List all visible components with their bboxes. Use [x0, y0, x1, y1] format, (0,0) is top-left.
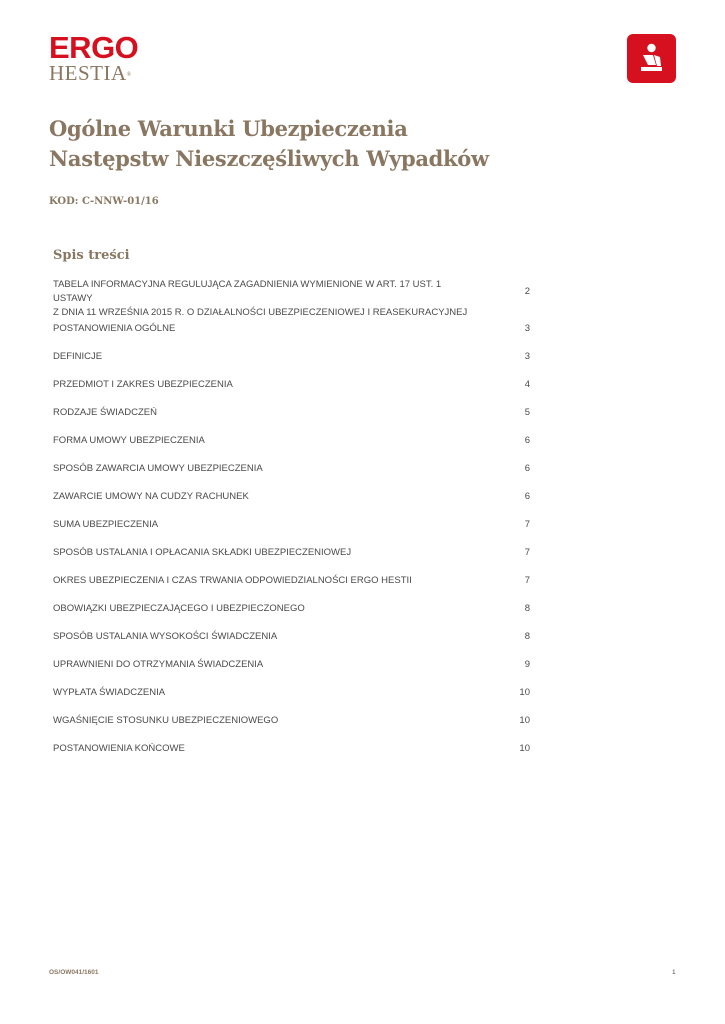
toc-item-page: 9	[524, 659, 530, 670]
toc-item-label: PRZEDMIOT I ZAKRES UBEZPIECZENIA	[53, 379, 233, 390]
toc-item-label: OKRES UBEZPIECZENIA I CZAS TRWANIA ODPOWIEDZIALNOŚCI ERGO HESTII	[53, 575, 412, 586]
toc-item-label: UPRAWNIENI DO OTRZYMANIA ŚWIADCZENIA	[53, 659, 264, 670]
toc-item[interactable]	[53, 518, 530, 532]
toc-item-page: 10	[519, 743, 530, 754]
registered-mark: ®	[126, 72, 132, 78]
toc-item[interactable]	[53, 322, 530, 336]
toc-item-page: 4	[524, 379, 530, 390]
person-reading-icon	[627, 34, 676, 83]
ergo-hestia-logo	[49, 30, 139, 85]
toc-item-page: 7	[524, 547, 530, 558]
toc-item[interactable]	[53, 658, 530, 672]
toc-item-label: SPOSÓB ZAWARCIA UMOWY UBEZPIECZENIA	[53, 463, 263, 474]
toc-item[interactable]	[53, 742, 530, 756]
toc-item[interactable]	[53, 574, 530, 588]
toc-item-label: DEFINICJE	[53, 351, 103, 362]
logo-hestia-word: HESTIA	[49, 61, 127, 85]
toc-item-label: FORMA UMOWY UBEZPIECZENIA	[53, 435, 205, 446]
logo-hestia-text	[49, 62, 138, 84]
toc-heading: Spis treści	[53, 248, 130, 263]
document-title	[49, 114, 489, 174]
toc-item[interactable]	[53, 490, 530, 504]
toc-item-label: SPOSÓB USTALANIA WYSOKOŚCI ŚWIADCZENIA	[53, 631, 278, 642]
toc-item-page: 6	[524, 463, 530, 474]
toc-item-page: 8	[524, 631, 530, 642]
toc-item[interactable]	[53, 378, 530, 392]
toc-item-label: POSTANOWIENIA OGÓLNE	[53, 323, 176, 334]
toc-item-label: OBOWIĄZKI UBEZPIECZAJĄCEGO I UBEZPIECZONEGO	[53, 603, 305, 614]
toc-item-label: POSTANOWIENIA KOŃCOWE	[53, 743, 185, 754]
toc-item-page: 7	[524, 519, 530, 530]
footer-page-number: 1	[672, 969, 676, 976]
title-line-1: Ogólne Warunki Ubezpieczenia	[49, 116, 408, 141]
toc-item[interactable]	[53, 546, 530, 560]
toc-item-page: 10	[519, 715, 530, 726]
toc-item-label: RODZAJE ŚWIADCZEŃ	[53, 407, 157, 418]
footer-document-code: OS/OW041/1601	[49, 969, 99, 976]
toc-item-page: 3	[524, 351, 530, 362]
toc-item-page: 2	[524, 286, 530, 297]
logo-ergo-text: ERGO	[49, 30, 139, 65]
toc-item-label: WYPŁATA ŚWIADCZENIA	[53, 687, 166, 698]
toc-item[interactable]	[53, 350, 530, 364]
toc-item[interactable]	[53, 630, 530, 644]
document-code: KOD: C-NNW-01/16	[49, 196, 159, 207]
toc-item[interactable]	[53, 434, 530, 448]
toc-item-page: 3	[524, 323, 530, 334]
toc-item[interactable]	[53, 602, 530, 616]
toc-item-label: WGAŚNIĘCIE STOSUNKU UBEZPIECZENIOWEGO	[53, 715, 279, 726]
person-reading-icon-graphic	[627, 34, 676, 83]
toc-item-label-line: Z DNIA 11 WRZEŚNIA 2015 R. O DZIAŁALNOŚCI UBEZPIECZENIOWEJ I REASEKURACYJNEJ	[53, 307, 468, 318]
toc-item-label: ZAWARCIE UMOWY NA CUDZY RACHUNEK	[53, 491, 249, 502]
toc-item[interactable]	[53, 278, 530, 320]
toc-item-page: 6	[524, 435, 530, 446]
toc-item[interactable]	[53, 686, 530, 700]
toc-item-label-line: TABELA INFORMACYJNA REGULUJĄCA ZAGADNIENIA WYMIENIONE W ART. 17 UST. 1 USTAWY	[53, 279, 442, 304]
toc-item-page: 7	[524, 575, 530, 586]
toc-item[interactable]	[53, 406, 530, 420]
toc-item-page: 8	[524, 603, 530, 614]
toc-item-label: SUMA UBEZPIECZENIA	[53, 519, 159, 530]
toc-item-label	[53, 278, 483, 320]
toc-item-page: 5	[524, 407, 530, 418]
toc-item-page: 10	[519, 687, 530, 698]
toc-item[interactable]	[53, 714, 530, 728]
toc-item-label: SPOSÓB USTALANIA I OPŁACANIA SKŁADKI UBEZPIECZENIOWEJ	[53, 547, 352, 558]
toc-item[interactable]	[53, 462, 530, 476]
title-line-2: Następstw Nieszczęśliwych Wypadków	[49, 146, 489, 171]
toc-item-page: 6	[524, 491, 530, 502]
